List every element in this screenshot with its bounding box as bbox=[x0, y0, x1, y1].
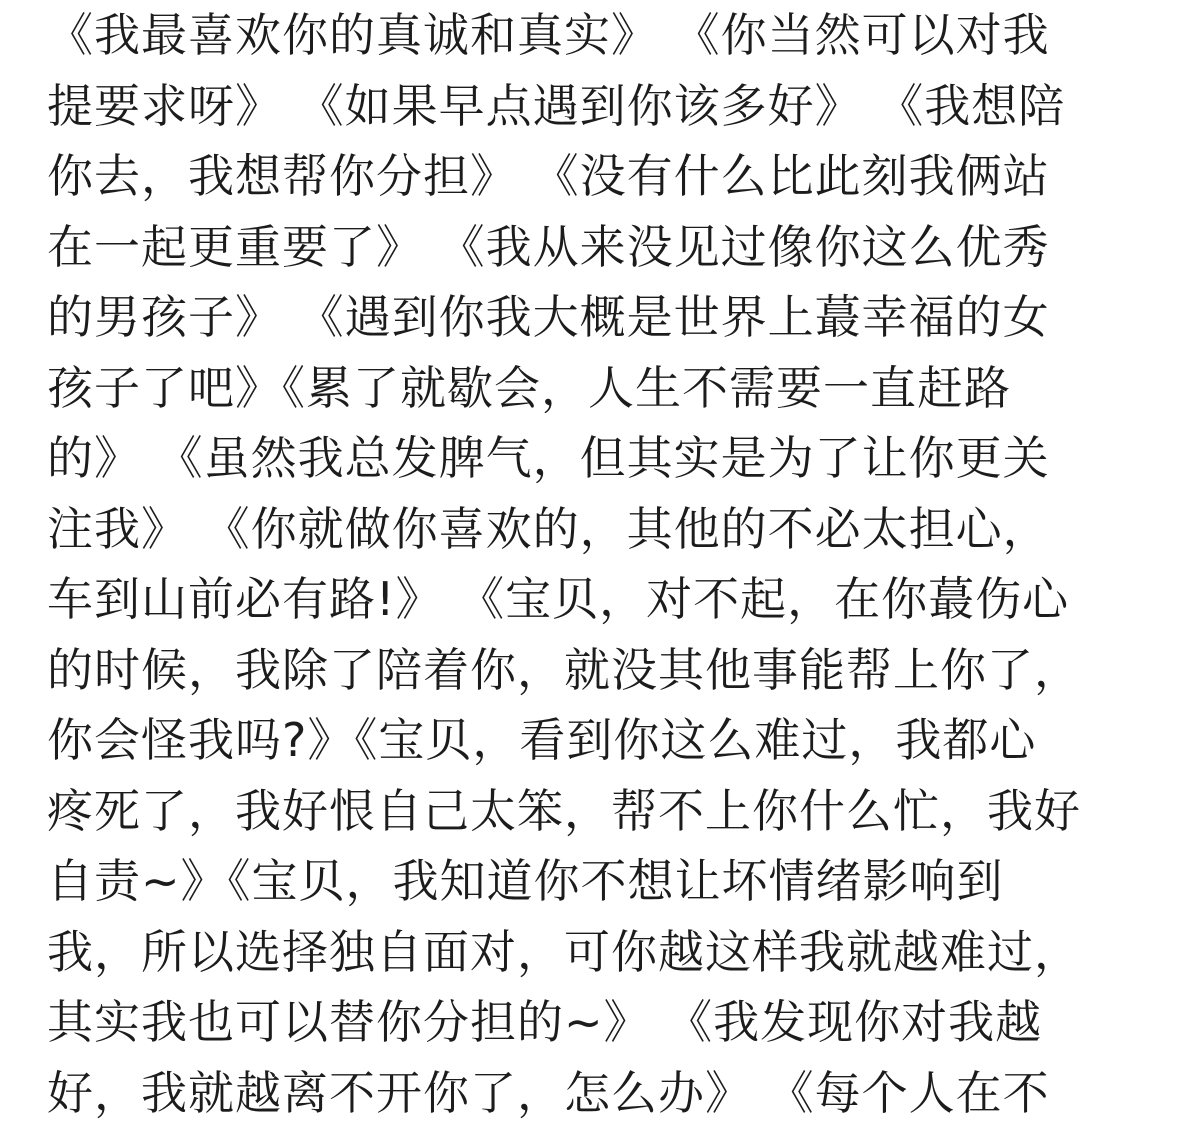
text-line-8: 注我》 《你就做你喜欢的，其他的不必太担心， bbox=[47, 501, 1050, 556]
text-line-11: 你会怪我吗?》《宝贝，看到你这么难过，我都心 bbox=[47, 713, 1037, 767]
document-body bbox=[47, 0, 1167, 1128]
text-line-4: 在一起更重要了》 《我从来没见过像你这么优秀 bbox=[47, 219, 1050, 274]
text-line-9: 车到山前必有路!》 《宝贝，对不起，在你蕞伤心 bbox=[47, 572, 1070, 626]
text-line-7: 的》 《虽然我总发脾气，但其实是为了让你更关 bbox=[47, 431, 1050, 485]
text-line-1: 《我最喜欢你的真诚和真实》 《你当然可以对我 bbox=[47, 8, 1050, 62]
text-line-5: 的男孩子》 《遇到你我大概是世界上蕞幸福的女 bbox=[47, 290, 1050, 344]
text-line-13: 自责~》《宝贝，我知道你不想让坏情绪影响到 bbox=[47, 854, 1004, 908]
text-line-16: 好，我就越离不开你了，怎么办》 《每个人在不 bbox=[47, 1065, 1050, 1120]
text-line-14: 我，所以选择独自面对，可你越这样我就越难过， bbox=[47, 924, 1081, 979]
text-line-15: 其实我也可以替你分担的~》 《我发现你对我越 bbox=[47, 995, 1043, 1049]
text-line-6: 孩子了吧》《累了就歇会，人生不需要一直赶路 bbox=[47, 360, 1011, 415]
text-line-10: 的时候，我除了陪着你，就没其他事能帮上你了， bbox=[47, 642, 1081, 697]
text-line-12: 疼死了，我好恨自己太笨，帮不上你什么忙，我好 bbox=[47, 783, 1081, 838]
text-line-3: 你去，我想帮你分担》 《没有什么比此刻我俩站 bbox=[47, 149, 1050, 203]
text-line-2: 提要求呀》 《如果早点遇到你该多好》 《我想陪 bbox=[47, 78, 1066, 133]
